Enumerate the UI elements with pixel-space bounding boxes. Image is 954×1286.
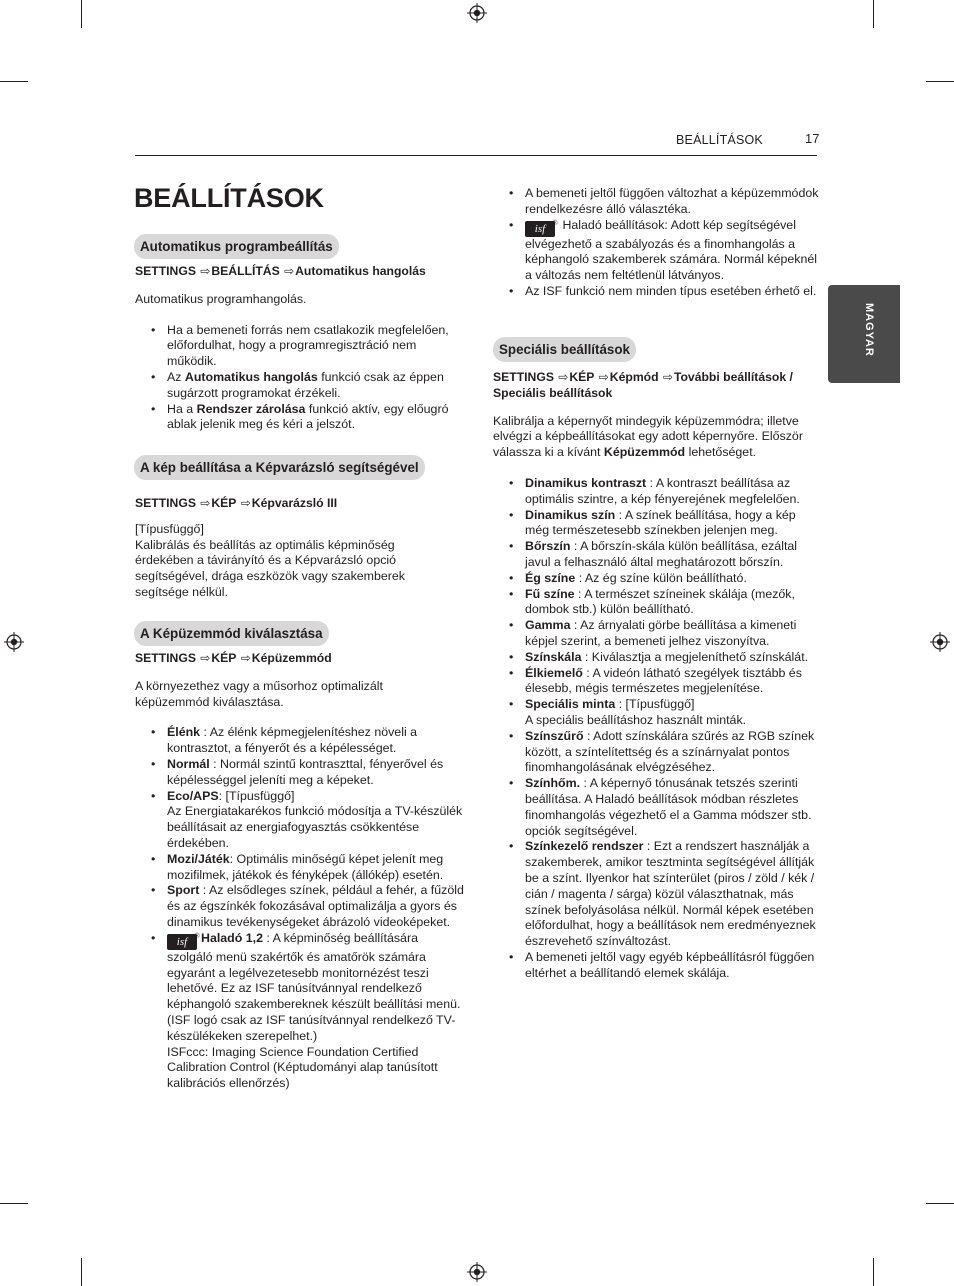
- list-item: • Színskála : Kiválasztja a megjeleníthető színskálát.: [493, 650, 823, 666]
- list-item: • Ha a bemeneti forrás nem csatlakozik megfelelően, előfordulhat, hogy a programregisztráció nem működik.: [135, 323, 465, 370]
- crop-mark: [926, 81, 954, 82]
- bullet-list: [493, 476, 823, 982]
- path-segment: SETTINGS: [135, 651, 196, 665]
- registration-mark-icon: [4, 632, 24, 652]
- list-item: • Speciális minta : [Típusfüggő] A speciális beállításhoz használt minták.: [493, 697, 823, 729]
- section-heading-auto: Automatikus programbeállítás: [134, 234, 339, 259]
- list-item: • Eco/APS: [Típusfüggő] Az Energiatakarékos funkció módosítja a TV-készülék beállításait az energiafogyasztás csökkentése érdekében.: [135, 789, 465, 852]
- list-item: • isf ® Haladó beállítások: Adott kép segítségével elvégezhető a szabályozás és a finomhangolás a képhangoló szakemberek számára. Normál képeknél a változás nem feltétlenül látványos.: [493, 218, 823, 284]
- arrow-icon: ⇨: [595, 370, 609, 384]
- crop-mark: [926, 1203, 954, 1204]
- list-item: • Ha a Rendszer zárolása funkció aktív, egy előugró ablak jelenik meg és kéri a jelszót.: [135, 402, 465, 434]
- path-segment: Képüzemmód: [251, 651, 332, 665]
- crop-mark: [873, 1258, 874, 1286]
- crop-mark: [81, 1258, 82, 1286]
- list-item: • Élkiemelő : A videón látható szegélyek tisztább és élesebb, mégis természetes megjelenítése.: [493, 666, 823, 698]
- list-item: • Fű színe : A természet színeinek skálája (mezők, dombok stb.) külön beállítható.: [493, 587, 823, 619]
- settings-path: [135, 651, 465, 667]
- path-segment: Képmód: [609, 370, 659, 384]
- list-item: • Dinamikus kontraszt : A kontraszt beállítása az optimális szintre, a kép fényerejének megfelelően.: [493, 476, 823, 508]
- arrow-icon: ⇨: [196, 264, 211, 278]
- section-heading-wizard: A kép beállítása a Képvarázsló segítségével: [134, 455, 425, 480]
- crop-mark: [873, 0, 874, 28]
- list-item: • Normál : Normál szintű kontraszttal, fényerővel és képélességgel jeleníti meg a képeket.: [135, 757, 465, 789]
- section-text: Kalibrálás és beállítás az optimális képminőség érdekében a távirányító és a Képvarázsló opció segítségével, drága eszközök vagy szakemberek segítsége nélkül.: [135, 537, 405, 599]
- bullet-list: [493, 186, 823, 300]
- section-intro: Kalibrálja a képernyőt mindegyik képüzemmódra; illetve elvégzi a képbeállításokat egy adott képernyőre. Először válassza ki a kívánt Képüzemmód lehetőséget.: [493, 413, 803, 460]
- list-item: • Színszűrő : Adott színskálára szűrés az RGB színek között, a színtelítettség és a színárnyalat pontos finomhangolásának elvégzéséhez.: [493, 729, 823, 776]
- path-segment: SETTINGS: [493, 370, 554, 384]
- arrow-icon: ⇨: [237, 496, 251, 510]
- arrow-icon: ⇨: [659, 370, 673, 384]
- list-item: • Gamma : Az árnyalati görbe beállítása a kimeneti képjel szerint, a bemeneti jelhez viszonyítva.: [493, 618, 823, 650]
- path-segment: KÉP: [211, 496, 237, 510]
- path-segment: KÉP: [569, 370, 595, 384]
- list-item: • Sport : Az elsődleges színek, például a fehér, a fűzöld és az égszínkék fokozásával optimalizálja a gyors és dinamikus tevékenységeket ábrázoló videoképeket.: [135, 883, 465, 930]
- registration-mark-icon: [930, 632, 950, 652]
- type-note: [Típusfüggő]: [135, 521, 204, 536]
- path-segment: További beállítások / Speciális beállítások: [493, 370, 793, 400]
- language-side-tab: [828, 285, 900, 383]
- list-item: • Az Automatikus hangolás funkció csak az éppen sugárzott programokat érzékeli.: [135, 370, 465, 402]
- path-segment: KÉP: [211, 651, 237, 665]
- path-segment: SETTINGS: [135, 264, 196, 278]
- side-tab-label: MAGYAR: [862, 303, 875, 357]
- list-item: • Élénk : Az élénk képmegjelenítéshez növeli a kontrasztot, a fényerőt és a képélességet.: [135, 725, 465, 757]
- list-item: • isf ® Haladó 1,2 : A képminőség beállítására szolgáló menü szakértők és amatőrök számára egyaránt a legélvezetesebb monitornézést teszi lehetővé. Ez az ISF tanúsítvánnyal rendelkező képhangoló szakembereknek készült beállítási menü. (ISF logó csak az ISF tanúsítvánnyal rendelkező TV-készülékeken szerepelhet.) ISFccc: Imaging Science Foundation Certified Calibration Control (Képtudományi alap tanúsított kalibrációs ellenőrzés): [135, 931, 465, 1092]
- list-item: • Színkezelő rendszer : Ezt a rendszert használják a szakemberek, amikor tesztminta segítségével állítják be a színt. Ilyenkor hat színterület (piros / zöld / kék / cián / magenta / sárga) közül választhatnak, más színek befolyásolása nélkül. Normál képek esetében előfordulhat, hogy a beállítások nem eredményeznek észrevehető színváltozást.: [493, 839, 823, 950]
- list-item: • Ég színe : Az ég színe külön beállítható.: [493, 571, 823, 587]
- arrow-icon: ⇨: [196, 496, 211, 510]
- path-segment: BEÁLLÍTÁS: [211, 264, 280, 278]
- path-segment: Automatikus hangolás: [295, 264, 426, 278]
- path-segment: Képvarázsló III: [251, 496, 338, 510]
- crop-mark: [0, 81, 28, 82]
- bullet-list: [135, 323, 465, 434]
- registration-mark-icon: [467, 3, 487, 23]
- header-rule: [135, 155, 817, 156]
- section-heading-special: Speciális beállítások: [493, 337, 636, 362]
- section-heading-mode: A Képüzemmód kiválasztása: [134, 621, 329, 646]
- settings-path: [493, 370, 823, 402]
- list-item: • A bemeneti jeltől függően változhat a képüzemmódok rendelkezésre álló választéka.: [493, 186, 823, 218]
- crop-mark: [81, 0, 82, 28]
- section-intro: A környezethez vagy a műsorhoz optimalizált képüzemmód kiválasztása.: [135, 678, 383, 709]
- crop-mark: [0, 1203, 28, 1204]
- list-item: • Bőrszín : A bőrszín-skála külön beállítása, ezáltal javul a felhasználó által meghatározott bőrszín.: [493, 539, 823, 571]
- isf-logo-icon: isf ®: [167, 934, 197, 950]
- section-intro: Automatikus programhangolás.: [135, 291, 307, 306]
- settings-path: [135, 496, 445, 512]
- list-item: • Dinamikus szín : A színek beállítása, hogy a kép még természetesebb színekben jelenjen meg.: [493, 508, 823, 540]
- arrow-icon: ⇨: [554, 370, 569, 384]
- isf-logo-icon: isf ®: [525, 221, 555, 237]
- list-item: • Színhőm. : A képernyő tónusának tetszés szerinti beállítása. A Haladó beállítások módban részletes finomhangolás végezhető el a Gamma módszer stb. opciók segítségével.: [493, 776, 823, 839]
- settings-path: [135, 264, 475, 280]
- running-header-title: BEÁLLÍTÁSOK: [676, 133, 763, 147]
- list-item: • A bemeneti jeltől vagy egyéb képbeállításról függően eltérhet a beállítandó elemek skálája.: [493, 950, 823, 982]
- page-title: BEÁLLÍTÁSOK: [134, 183, 324, 213]
- list-item: • Mozi/Játék: Optimális minőségű képet jelenít meg mozifilmek, játékok és fényképek (állókép) esetén.: [135, 852, 465, 884]
- registration-mark-icon: [467, 1262, 487, 1282]
- list-item: • Az ISF funkció nem minden típus esetében érhető el.: [493, 284, 823, 300]
- arrow-icon: ⇨: [196, 651, 211, 665]
- bullet-list: [135, 725, 465, 1092]
- arrow-icon: ⇨: [237, 651, 251, 665]
- path-segment: SETTINGS: [135, 496, 196, 510]
- page-number: 17: [805, 131, 820, 146]
- arrow-icon: ⇨: [280, 264, 295, 278]
